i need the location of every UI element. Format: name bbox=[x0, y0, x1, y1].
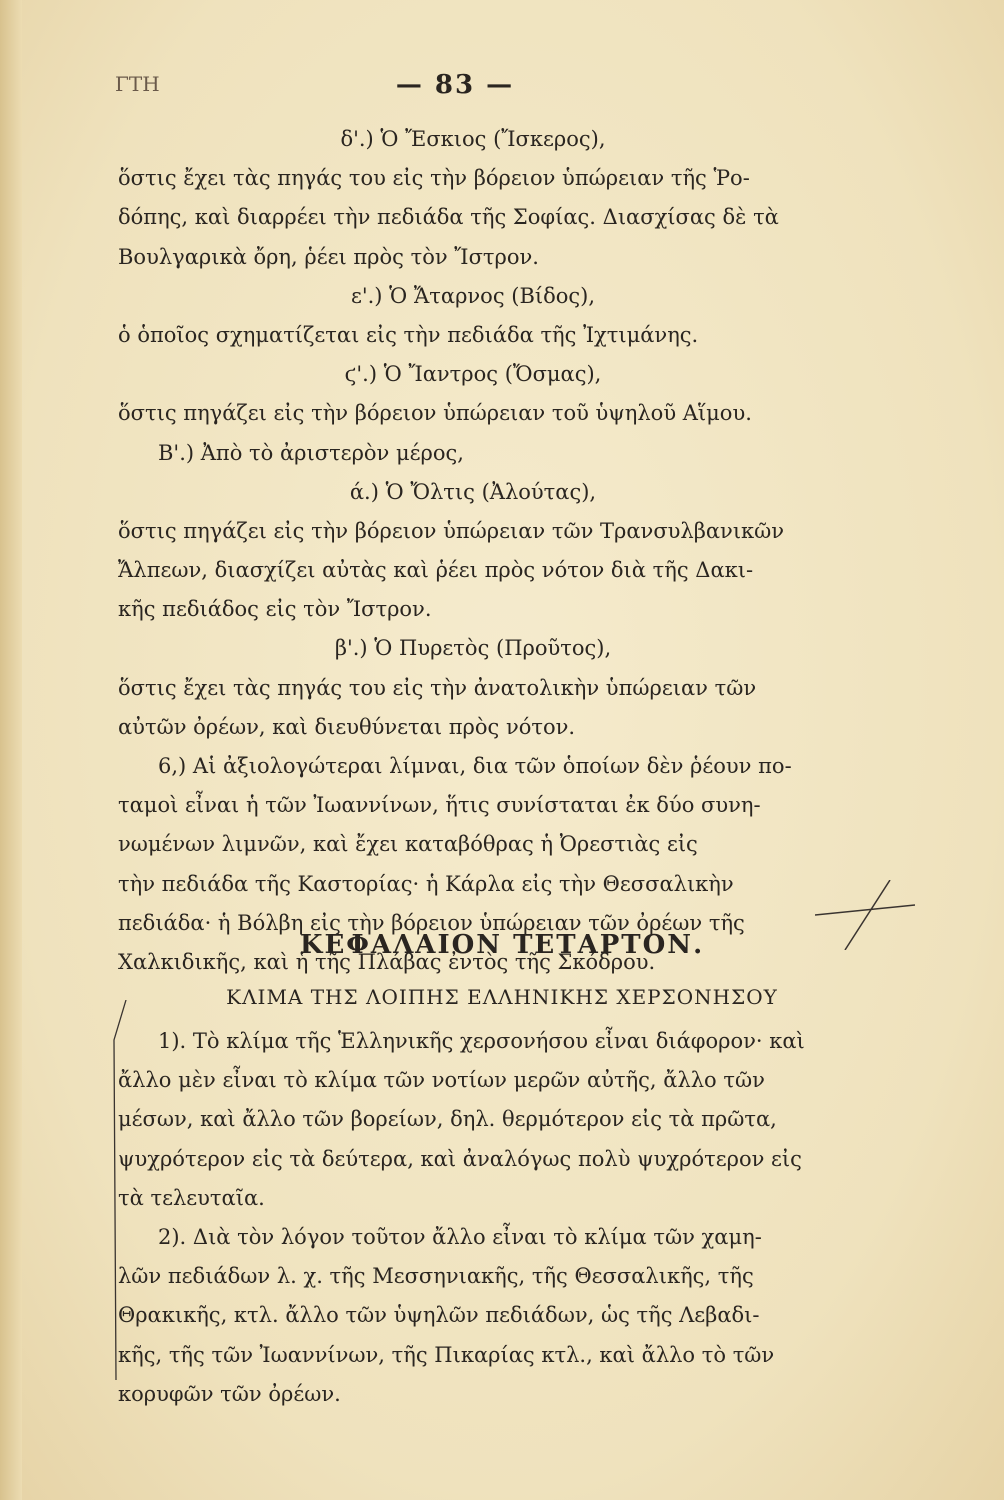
text-line: νωμένων λιμνῶν, καὶ ἔχει καταβόθρας ἡ Ὀρεστιὰς εἰς bbox=[118, 832, 698, 857]
page-header bbox=[0, 70, 1004, 110]
text-line: λῶν πεδιάδων λ. χ. τῆς Μεσσηνιακῆς, τῆς Θεσσαλικῆς, τῆς bbox=[118, 1264, 754, 1289]
chapter-title: ΚΕΦΑΛΑΙΟΝ ΤΕΤΑΡΤΟΝ. bbox=[299, 930, 705, 960]
text-line: Χαλκιδικῆς, καὶ ἡ τῆς Πλάβας ἐντὸς τῆς Σκόδρου. bbox=[118, 949, 656, 974]
text-line: ά.) Ὁ Ὄλτις (Ἀλούτας), bbox=[349, 479, 597, 504]
text-line: αὐτῶν ὀρέων, καὶ διευθύνεται πρὸς νότον. bbox=[118, 714, 576, 739]
text-line: Ἄλπεων, διασχίζει αὐτὰς καὶ ῥέει πρὸς νότον διὰ τῆς Δακι- bbox=[118, 558, 754, 583]
text-line: Β'.) Ἀπὸ τὸ ἀριστερὸν μέρος, bbox=[158, 440, 464, 465]
text-line: ἄλλο μὲν εἶναι τὸ κλίμα τῶν νοτίων μερῶν αὐτῆς, ἄλλο τῶν bbox=[118, 1068, 765, 1093]
text-line: 1). Τὸ κλίμα τῆς Ἑλληνικῆς χερσονήσου εἶναι διάφορον· καὶ bbox=[158, 1029, 805, 1053]
text-line: κορυφῶν τῶν ὀρέων. bbox=[118, 1381, 341, 1406]
text-line: τὴν πεδιάδα τῆς Καστορίας· ἡ Κάρλα εἰς τὴν Θεσσαλικὴν bbox=[118, 871, 734, 896]
corner-mark: ΓΤΗ bbox=[115, 72, 160, 96]
section1-text bbox=[118, 120, 828, 982]
text-line: ὅστις πηγάζει εἰς τὴν βόρειον ὑπώρειαν τῶν Τρανσυλβανικῶν bbox=[118, 518, 785, 543]
text-line: κῆς πεδιάδος εἰς τὸν Ἴστρον. bbox=[118, 597, 432, 622]
chapter-subtitle: ΚΛΙΜΑ ΤΗΣ ΛΟΙΠΗΣ ΕΛΛΗΝΙΚΗΣ ΧΕΡΣΟΝΗΣΟΥ bbox=[226, 985, 778, 1009]
text-line: τὰ τελευταῖα. bbox=[118, 1185, 265, 1210]
text-line: ὅστις ἔχει τὰς πηγάς του εἰς τὴν βόρειον ὑπώρειαν τῆς Ῥο- bbox=[118, 166, 750, 191]
text-line: 6,) Αἱ ἀξιολογώτεραι λίμναι, δια τῶν ὁποίων δὲν ῥέουν πο- bbox=[158, 754, 792, 778]
page-number: — 83 — bbox=[395, 70, 515, 100]
text-line: ε'.) Ὁ Ἄταρνος (Βίδος), bbox=[350, 283, 596, 308]
text-line: ὅστις πηγάζει εἰς τὴν βόρειον ὑπώρειαν τοῦ ὑψηλοῦ Αἵμου. bbox=[118, 401, 752, 426]
text-line: Βουλγαρικὰ ὄρη, ῥέει πρὸς τὸν Ἴστρον. bbox=[118, 244, 539, 269]
text-line: δόπης, καὶ διαρρέει τὴν πεδιάδα τῆς Σοφίας. Διασχίσας δὲ τὰ bbox=[118, 205, 779, 230]
text-line: ὁ ὁποῖος σχηματίζεται εἰς τὴν πεδιάδα τῆς Ἰχτιμάνης. bbox=[118, 322, 699, 347]
text-line: ϛ'.) Ὁ Ἴαντρος (Ὄσμας), bbox=[344, 362, 602, 387]
text-line: δ'.) Ὁ Ἔσκιος (Ἴσκερος), bbox=[340, 127, 606, 151]
text-line: ὅστις ἔχει τὰς πηγάς του εἰς τὴν ἀνατολικὴν ὑπώρειαν τῶν bbox=[118, 675, 757, 700]
text-line: ψυχρότερον εἰς τὰ δεύτερα, καὶ ἀναλόγως πολὺ ψυχρότερον εἰς bbox=[118, 1146, 802, 1171]
text-line: ταμοὶ εἶναι ἡ τῶν Ἰωαννίνων, ἥτις συνίσταται ἐκ δύο συνη- bbox=[118, 793, 761, 818]
section2-text bbox=[118, 1022, 828, 1414]
text-line: β'.) Ὁ Πυρετὸς (Προῦτος), bbox=[334, 636, 612, 661]
text-line: Θρακικῆς, κτλ. ἄλλο τῶν ὑψηλῶν πεδιάδων, ὡς τῆς Λεβαδι- bbox=[118, 1303, 760, 1328]
text-line: πεδιάδα· ἡ Βόλβη εἰς τὴν βόρειον ὑπώρειαν τῶν ὀρέων τῆς bbox=[118, 910, 745, 935]
page-edge bbox=[0, 0, 22, 1500]
text-line: μέσων, καὶ ἄλλο τῶν βορείων, δηλ. θερμότερον εἰς τὰ πρῶτα, bbox=[118, 1107, 777, 1132]
text-line: κῆς, τῆς τῶν Ἰωαννίνων, τῆς Πικαρίας κτλ., καὶ ἄλλο τὸ τῶν bbox=[118, 1342, 775, 1367]
text-line: 2). Διὰ τὸν λόγον τοῦτον ἄλλο εἶναι τὸ κλίμα τῶν χαμη- bbox=[158, 1224, 762, 1249]
